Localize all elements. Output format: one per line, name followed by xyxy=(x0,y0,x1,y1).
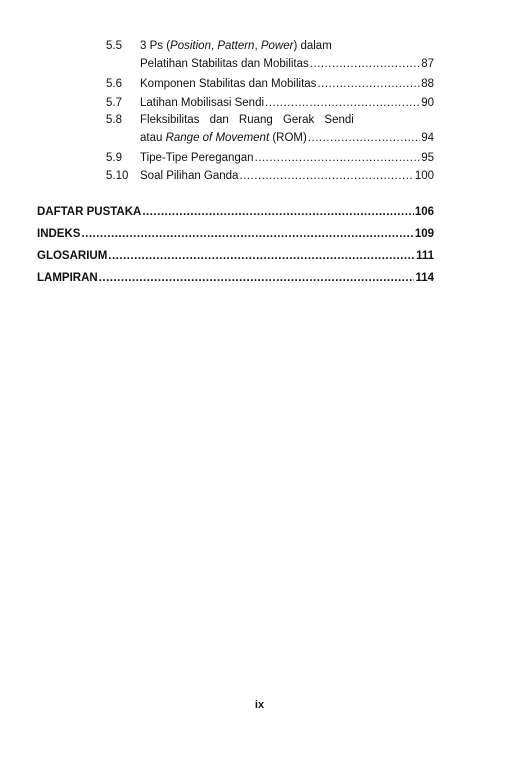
toc-main-page: 106 xyxy=(414,206,434,218)
toc-entry-title: Komponen Stabilitas dan Mobilitas xyxy=(140,78,317,90)
toc-entry-number: 5.9 xyxy=(106,152,122,164)
toc-main-page: 109 xyxy=(414,228,434,240)
toc-entry-number: 5.5 xyxy=(106,40,122,52)
toc-main-page: 111 xyxy=(416,250,434,262)
toc-main-lampiran xyxy=(37,271,434,285)
toc-entry-title: Fleksibilitas dan Ruang Gerak Sendi xyxy=(140,114,354,126)
toc-leader-dots xyxy=(108,249,415,263)
toc-entry-title-line2: Pelatihan Stabilitas dan Mobilitas xyxy=(140,58,309,70)
toc-entry-title-cont xyxy=(140,131,434,145)
toc-main-title: DAFTAR PUSTAKA xyxy=(37,206,142,218)
toc-entry-number: 5.7 xyxy=(106,97,122,109)
toc-entry-line xyxy=(140,151,434,165)
toc-entry-page: 94 xyxy=(421,132,434,144)
toc-leader-dots xyxy=(142,205,413,219)
toc-entry-line xyxy=(140,169,434,183)
toc-main-title: LAMPIRAN xyxy=(37,272,98,284)
toc-leader-dots xyxy=(308,131,420,145)
toc-entry-page: 87 xyxy=(421,58,434,70)
toc-main-title: GLOSARIUM xyxy=(37,250,108,262)
page-number: ix xyxy=(254,699,265,711)
toc-leader-dots xyxy=(239,169,413,183)
toc-main-page: 114 xyxy=(415,272,434,284)
toc-entry-number: 5.6 xyxy=(106,78,122,90)
toc-entry-page: 88 xyxy=(421,78,434,90)
toc-entry-number: 5.10 xyxy=(106,170,129,182)
toc-entry-title-cont xyxy=(140,57,434,71)
toc-main-glosarium xyxy=(37,249,434,263)
toc-leader-dots xyxy=(81,227,413,241)
toc-entry-title: Soal Pilihan Ganda xyxy=(140,170,239,182)
toc-main-daftar-pustaka xyxy=(37,205,434,219)
toc-leader-dots xyxy=(99,271,415,285)
toc-entry-page: 90 xyxy=(421,97,434,109)
toc-main-indeks xyxy=(37,227,434,241)
toc-leader-dots xyxy=(310,57,420,71)
toc-leader-dots xyxy=(265,96,420,110)
toc-leader-dots xyxy=(255,151,421,165)
toc-leader-dots xyxy=(317,77,420,91)
toc-entry-title: Latihan Mobilisasi Sendi xyxy=(140,97,265,109)
toc-entry-line xyxy=(140,77,434,91)
toc-entry-line xyxy=(140,96,434,110)
toc-entry-number: 5.8 xyxy=(106,114,122,126)
toc-entry-page: 100 xyxy=(414,170,434,182)
toc-entry-title: 3 Ps ( Position , Pattern , Power ) dalam xyxy=(140,40,332,52)
toc-entry-page: 95 xyxy=(421,152,434,164)
toc-entry-title-line2: atau Range of Movement (ROM) xyxy=(140,132,307,144)
toc-entry-title: Tipe-Tipe Peregangan xyxy=(140,152,254,164)
toc-main-title: INDEKS xyxy=(37,228,81,240)
